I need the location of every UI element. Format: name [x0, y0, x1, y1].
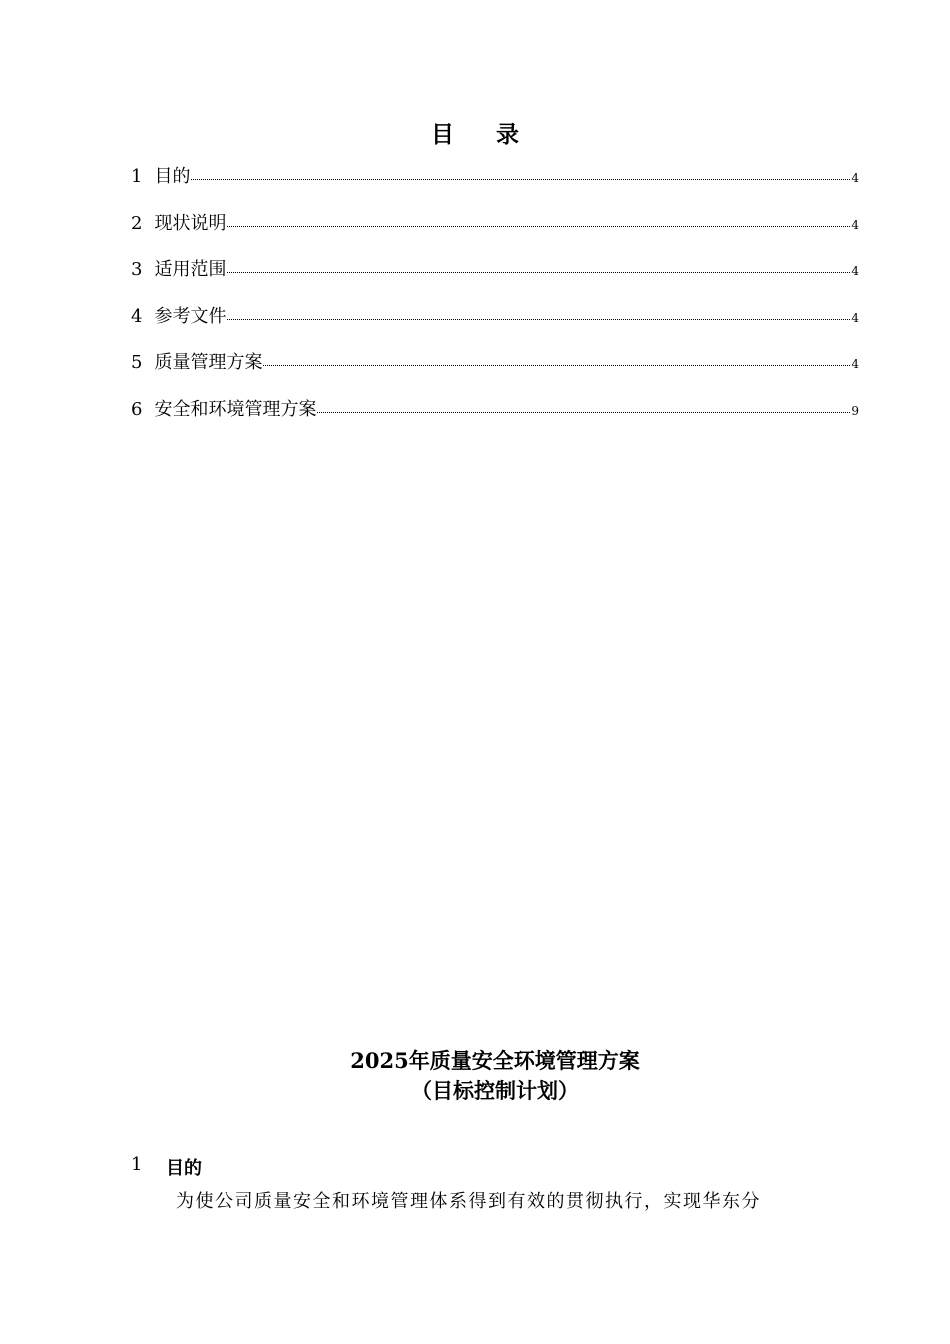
body-paragraph: 为使公司质量安全和环境管理体系得到有效的贯彻执行，实现华东分 [176, 1191, 761, 1212]
toc-dot-leader [191, 179, 850, 180]
toc-entry-title: 现状说明 [154, 212, 227, 234]
toc-title-part2: 录 [496, 121, 519, 148]
table-of-contents [131, 162, 859, 441]
toc-entry-number: 6 [131, 398, 143, 420]
toc-entry-status[interactable] [131, 209, 859, 256]
toc-entry-page: 9 [851, 403, 859, 418]
toc-title [0, 116, 950, 149]
toc-entry-title: 适用范围 [154, 259, 227, 280]
toc-entry-quality-plan[interactable] [131, 348, 859, 395]
toc-entry-page: 4 [851, 357, 859, 371]
toc-title-part1: 目 [431, 121, 454, 148]
toc-entry-number: 3 [131, 259, 143, 280]
toc-entry-number: 1 [131, 166, 143, 187]
toc-entry-number: 5 [131, 352, 143, 373]
toc-dot-leader [317, 412, 850, 413]
section-title: 目的 [166, 1158, 202, 1179]
toc-entry-page: 4 [851, 171, 859, 185]
toc-entry-title: 参考文件 [154, 305, 227, 327]
document-title-line2: （目标控制计划） [411, 1078, 579, 1103]
document-title-line1: 2025年质量安全环境管理方案 [350, 1048, 640, 1073]
toc-entry-title: 质量管理方案 [154, 352, 263, 373]
toc-entry-number: 2 [131, 212, 143, 234]
toc-dot-leader [227, 272, 850, 273]
document-title [0, 1046, 950, 1106]
toc-entry-number: 4 [131, 305, 143, 327]
toc-dot-leader [227, 319, 850, 320]
toc-dot-leader [263, 365, 850, 366]
toc-entry-purpose[interactable] [131, 162, 859, 209]
toc-entry-title: 目的 [154, 166, 191, 187]
toc-entry-page: 4 [851, 310, 859, 325]
toc-entry-scope[interactable] [131, 255, 859, 302]
toc-dot-leader [227, 226, 850, 227]
toc-entry-page: 4 [851, 217, 859, 232]
section-number: 1 [131, 1154, 143, 1175]
toc-entry-title: 安全和环境管理方案 [154, 398, 317, 420]
toc-entry-page: 4 [851, 264, 859, 278]
section-heading [131, 1154, 202, 1180]
toc-entry-references[interactable] [131, 302, 859, 349]
toc-entry-safety-env-plan[interactable] [131, 395, 859, 442]
